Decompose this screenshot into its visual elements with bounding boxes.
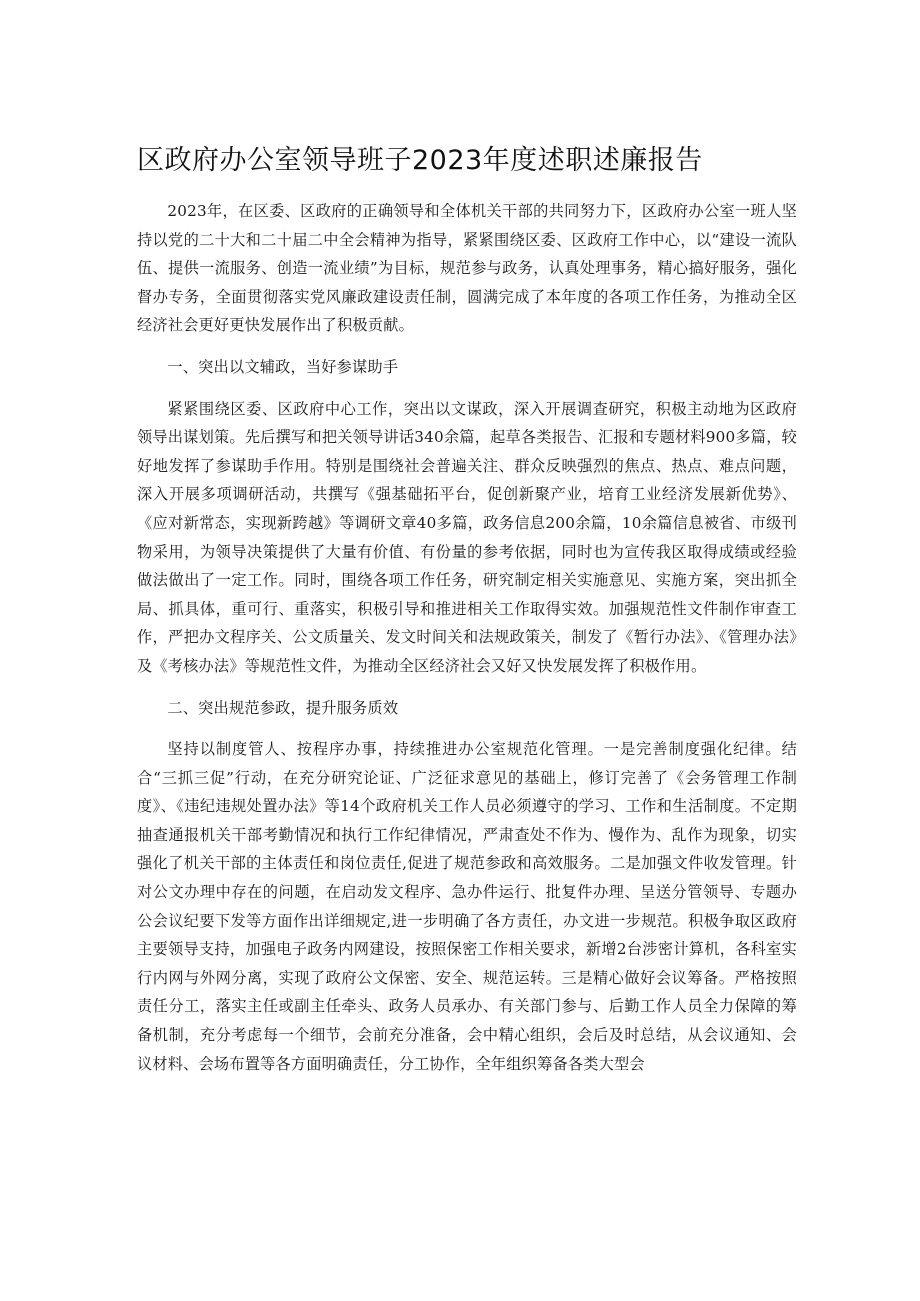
section-heading-2: 二、突出规范参政，提升服务质效 [167, 698, 399, 717]
section-heading-1: 一、突出以文辅政，当好参谋助手 [167, 357, 399, 376]
document-body [137, 197, 797, 1091]
document-title: 区政府办公室领导班子2023年度述职述廉报告 [137, 145, 703, 176]
section-paragraph-2: 坚持以制度管人、按程序办事，持续推进办公室规范化管理。一是完善制度强化纪律。结合“三抓三促”行动，在充分研究论证、广泛征求意见的基础上，修订完善了《会务管理工作制度》、《违纪违规处置办法》等14个政府机关工作人员必须遵守的学习、工作和生活制度。不定期抽查通报机关干部考勤情况和执行工作纪律情况，严肃查处不作为、慢作为、乱作为现象，切实强化了机关干部的主体责任和岗位责任,促进了规范参政和高效服务。二是加强文件收发管理。针对公文办理中存在的问题，在启动发文程序、急办件运行、批复件办理、呈送分管领导、专题办公会议纪要下发等方面作出详细规定,进一步明确了各方责任，办文进一步规范。积极争取区政府主要领导支持，加强电子政务内网建设，按照保密工作相关要求，新增2台涉密计算机，各科室实行内网与外网分离，实现了政府公文保密、安全、规范运转。三是精心做好会议筹备。严格按照责任分工，落实主任或副主任牵头、政务人员承办、有关部门参与、后勤工作人员全力保障的筹备机制，充分考虑每一个细节，会前充分准备，会中精心组织，会后及时总结，从会议通知、会议材料、会场布置等各方面明确责任，分工协作，全年组织筹备各类大型会 [137, 740, 797, 1073]
intro-paragraph: 2023年，在区委、区政府的正确领导和全体机关干部的共同努力下，区政府办公室一班人坚持以党的二十大和二十届二中全会精神为指导，紧紧围绕区委、区政府工作中心，以“建设一流队伍、提供一流服务、创造一流业绩”为目标，规范参与政务，认真处理事务，精心搞好服务，强化督办专务，全面贯彻落实党风廉政建设责任制，圆满完成了本年度的各项工作任务，为推动全区经济社会更好更快发展作出了积极贡献。 [137, 202, 797, 335]
section-paragraph-1: 紧紧围绕区委、区政府中心工作，突出以文谋政，深入开展调查研究，积极主动地为区政府领导出谋划策。先后撰写和把关领导讲话340余篇，起草各类报告、汇报和专题材料900多篇，较好地发挥了参谋助手作用。特别是围绕社会普遍关注、群众反映强烈的焦点、热点、难点问题，深入开展多项调研活动，共撰写《强基础拓平台，促创新聚产业，培育工业经济发展新优势》、《应对新常态，实现新跨越》等调研文章40多篇，政务信息200余篇，10余篇信息被省、市级刊物采用，为领导决策提供了大量有价值、有份量的参考依据，同时也为宣传我区取得成绩或经验做法做出了一定工作。同时，围绕各项工作任务，研究制定相关实施意见、实施方案，突出抓全局、抓具体，重可行、重落实，积极引导和推进相关工作取得实效。加强规范性文件制作审查工作，严把办文程序关、公文质量关、发文时间关和法规政策关，制发了《暂行办法》、《管理办法》及《考核办法》等规范性文件，为推动全区经济社会又好又快发展发挥了积极作用。 [137, 399, 797, 675]
